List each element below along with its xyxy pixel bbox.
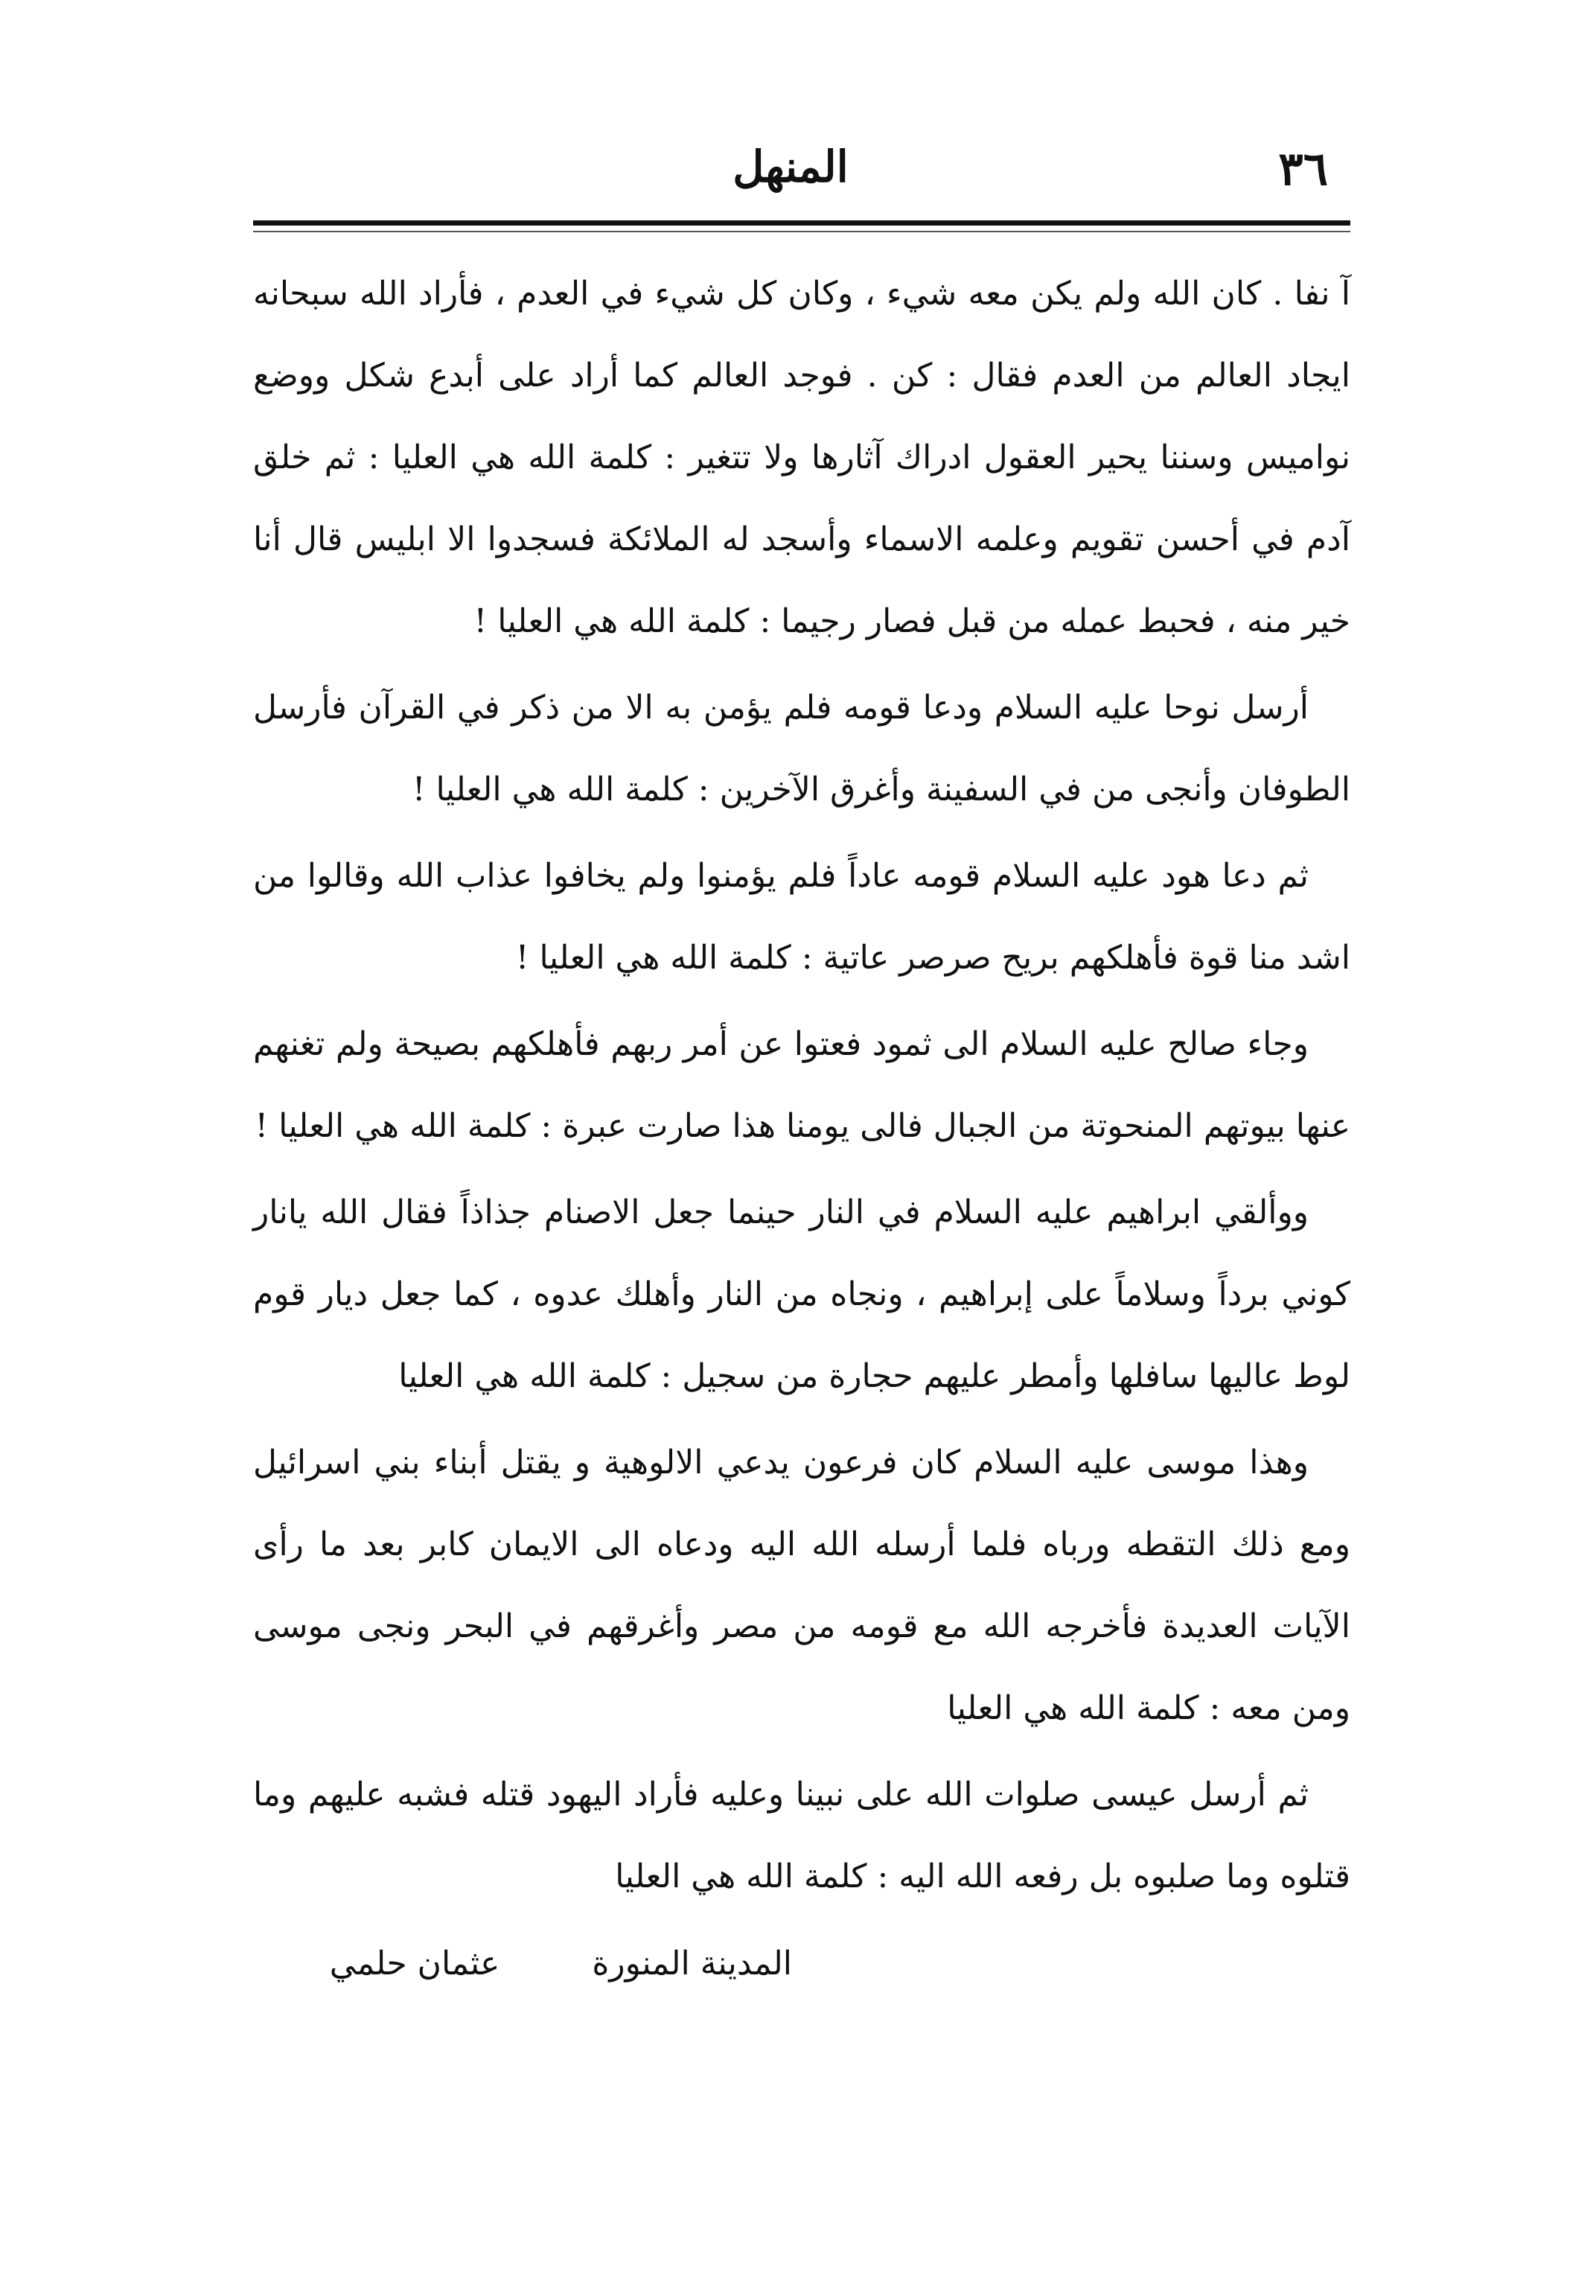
page-number: ٣٦ bbox=[1278, 141, 1328, 196]
paragraph: وجاء صالح عليه السلام الى ثمود فعتوا عن أمر ربهم فأهلكهم بصيحة ولم تغنهم عنها بيوتهم المنحوتة من الجبال فالى يومنا هذا صارت عبرة : كلمة الله هي العليا ! bbox=[253, 1025, 1350, 1145]
paragraph: ثم أرسل عيسى صلوات الله على نبينا وعليه فأراد اليهود قتله فشبه عليهم وما قتلوه وما صلبوه بل رفعه الله اليه : كلمة الله هي العليا bbox=[253, 1776, 1350, 1895]
paragraph: ثم دعا هود عليه السلام قومه عاداً فلم يؤمنوا ولم يخافوا عذاب الله وقالوا من اشد منا قوة فأهلكهم بريح صرصر عاتية : كلمة الله هي العليا ! bbox=[253, 857, 1350, 977]
running-title: المنهل bbox=[732, 141, 849, 192]
header-rule-thin bbox=[253, 231, 1350, 232]
signature-place: المدينة المنورة bbox=[592, 1945, 792, 1983]
page-header bbox=[253, 141, 1328, 208]
header-rule bbox=[253, 220, 1350, 226]
article-body bbox=[253, 253, 1350, 1922]
signature-name: عثمان حلمي bbox=[329, 1945, 500, 1983]
paragraph: أرسل نوحا عليه السلام ودعا قومه فلم يؤمن به الا من ذكر في القرآن فأرسل الطوفان وأنجى من في السفينة وأغرق الآخرين : كلمة الله هي العليا ! bbox=[253, 689, 1350, 809]
paragraph: وهذا موسى عليه السلام كان فرعون يدعي الالوهية و يقتل أبناء بني اسرائيل ومع ذلك التقطه ورباه فلما أرسله الله اليه ودعاه الى الايمان كابر بعد ما رأى الآيات العديدة فأخرجه الله مع قومه من مصر وأغرقهم في البحر ونجى موسى ومن معه : كلمة الله هي العليا bbox=[253, 1444, 1350, 1727]
paragraph: ووألقي ابراهيم عليه السلام في النار حينما جعل الاصنام جذاذاً فقال الله يانار كوني برداً وسلاماً على إبراهيم ، ونجاه من النار وأهلك عدوه ، كما جعل ديار قوم لوط عاليها سافلها وأمطر عليهم حجارة من سجيل : كلمة الله هي العليا bbox=[253, 1193, 1350, 1395]
paragraph: آ نفا . كان الله ولم يكن معه شيء ، وكان كل شيء في العدم ، فأراد الله سبحانه ايجاد العالم من العدم فقال : كن . فوجد العالم كما أراد على أبدع شكل ووضع نواميس وسننا يحير العقول ادراك آثارها ولا تتغير : كلمة الله هي العليا : ثم خلق آدم في أحسن تقويم وعلمه الاسماء وأسجد له الملائكة فسجدوا الا ابليس قال أنا خير منه ، فحبط عمله من قبل فصار رجيما : كلمة الله هي العليا ! bbox=[253, 275, 1350, 640]
author-signature bbox=[330, 1945, 792, 1983]
